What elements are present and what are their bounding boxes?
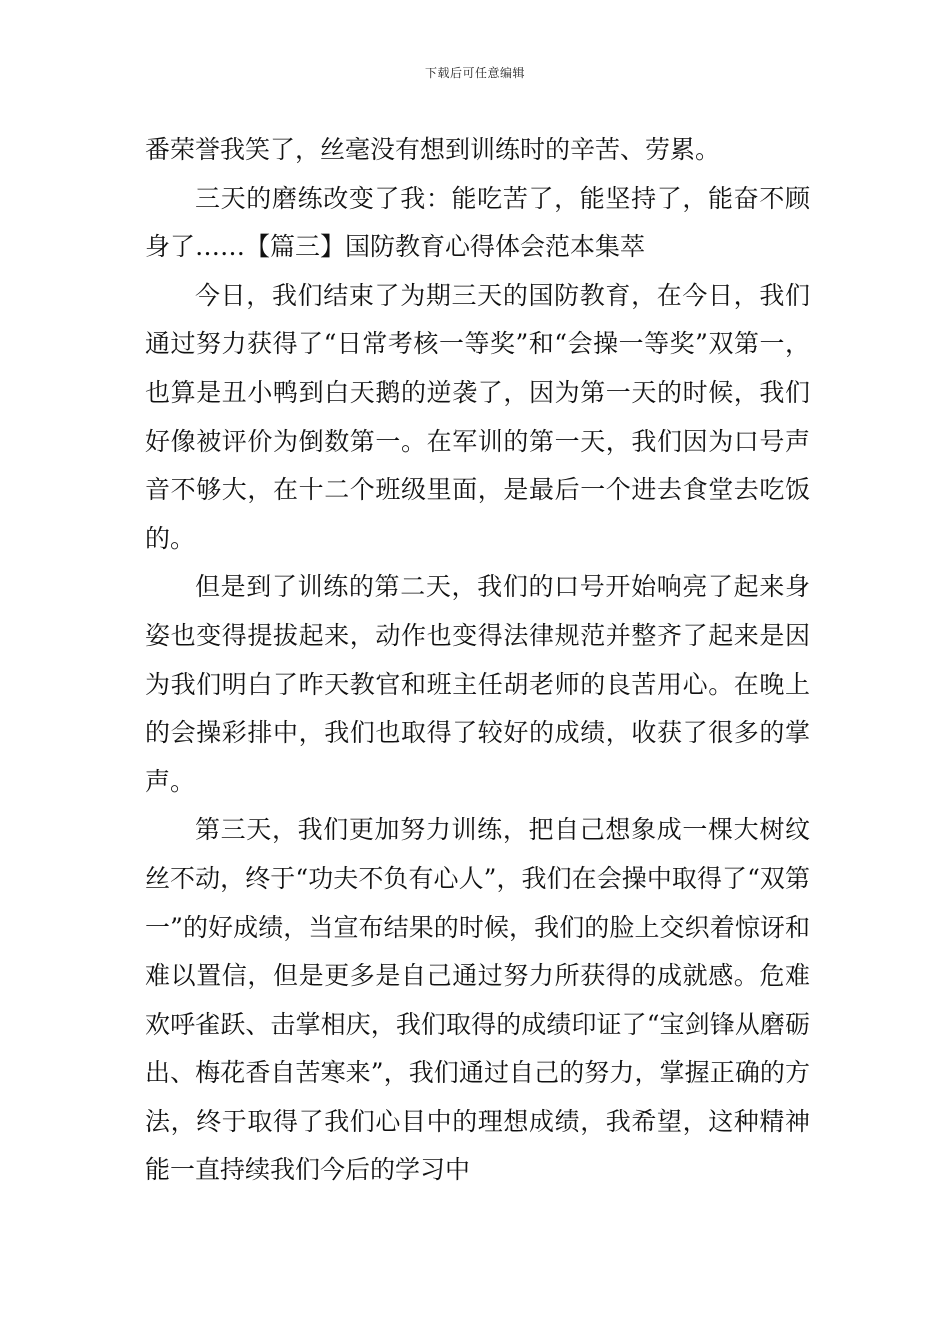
paragraph: 三天的磨练改变了我：能吃苦了，能坚持了，能奋不顾身了……【篇三】国防教育心得体会范本集萃 [145,183,810,262]
paragraph: 但是到了训练的第二天，我们的口号开始响亮了起来身姿也变得提拔起来，动作也变得法律规范并整齐了起来是因为我们明白了昨天教官和班主任胡老师的良苦用心。在晚上的会操彩排中，我们也取得了较好的成绩，收获了很多的掌声。 [145,572,810,796]
paragraph: 番荣誉我笑了，丝毫没有想到训练时的辛苦、劳累。 [145,135,721,164]
page-header: 下载后可任意编辑 [424,66,525,80]
paragraph: 第三天，我们更加努力训练，把自己想象成一棵大树纹丝不动，终于“功夫不负有心人”，我们在会操中取得了“双第一”的好成绩，当宣布结果的时候，我们的脸上交织着惊讶和难以置信，但是更多是自己通过努力所获得的成就感。危难欢呼雀跃、击掌相庆，我们取得的成绩印证了“宝剑锋从磨砺出、梅花香自苦寒来”，我们通过自己的努力，掌握正确的方法，终于取得了我们心目中的理想成绩，我希望，这种精神能一直持续我们今后的学习中 [145,815,810,1185]
paragraph: 今日，我们结束了为期三天的国防教育，在今日，我们通过努力获得了“日常考核一等奖”和“会操一等奖”双第一，也算是丑小鸭到白天鹅的逆袭了，因为第一天的时候，我们好像被评价为倒数第一。在军训的第一天，我们因为口号声音不够大，在十二个班级里面，是最后一个进去食堂去吃饭的。 [145,280,810,553]
document-body [145,126,810,1195]
